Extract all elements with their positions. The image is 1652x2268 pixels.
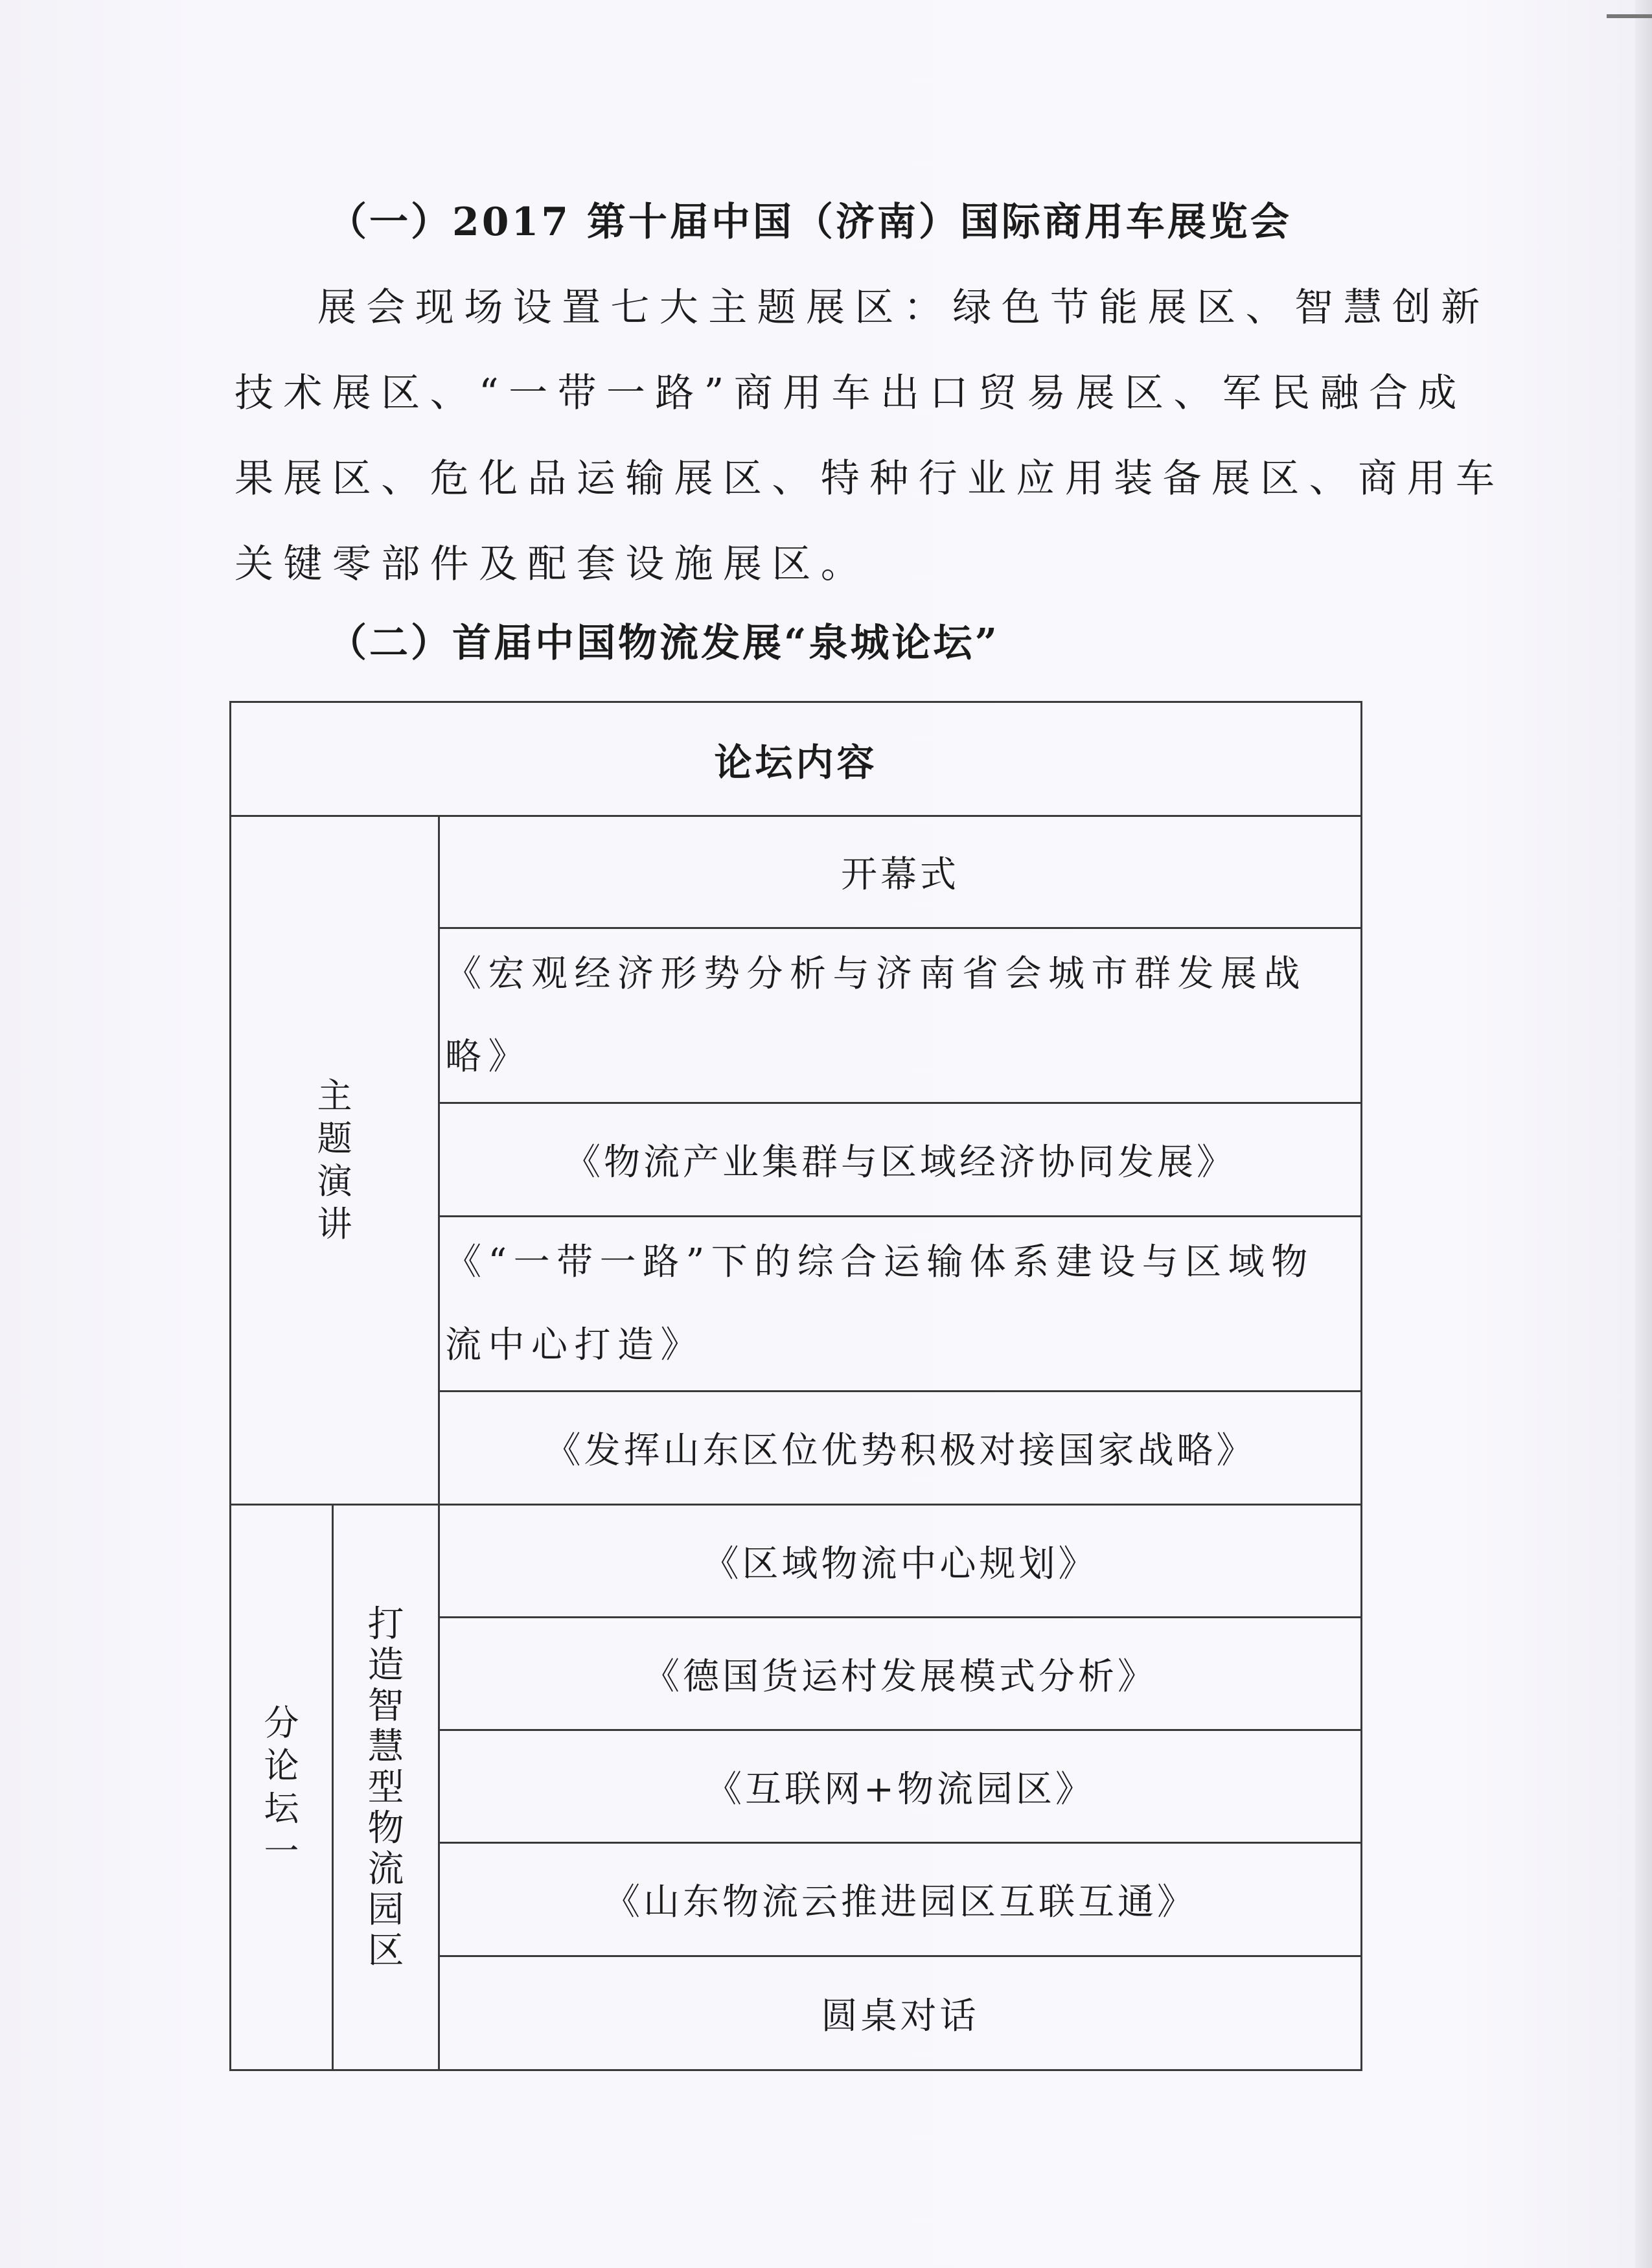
group2-sublabel-cell: [333, 1505, 439, 2070]
table-row: 《发挥山东区位优势积极对接国家战略》: [439, 1392, 1362, 1505]
table-row: 《互联网+物流园区》: [439, 1730, 1362, 1843]
section1-line-4: 关键零部件及配套设施展区。: [235, 542, 870, 587]
section1-line-3: 果展区、危化品运输展区、特种行业应用装备展区、商用车: [235, 456, 1505, 501]
section1-heading: （一）2017 第十届中国（济南）国际商用车展览会: [328, 200, 1292, 245]
table-header: 论坛内容: [231, 702, 1362, 816]
group2-label: 分 论 坛 一: [264, 1702, 299, 1872]
scan-edge-mark: [1607, 14, 1652, 18]
table-row: 《山东物流云推进园区互联互通》: [439, 1843, 1362, 1956]
group1-label-cell: [231, 816, 439, 1505]
table-row: 《德国货运村发展模式分析》: [439, 1618, 1362, 1730]
section2-heading: （二）首届中国物流发展“泉城论坛”: [328, 621, 1000, 666]
section1-line-1: 展会现场设置七大主题展区：绿色节能展区、智慧创新: [317, 285, 1490, 330]
table-row: 《区域物流中心规划》: [439, 1505, 1362, 1618]
table-row: 圆桌对话: [439, 1956, 1362, 2070]
page-edge-shadow: [1635, 0, 1652, 2268]
group2-label-cell: [231, 1505, 333, 2070]
section1-line-2: 技术展区、“一带一路”商用车出口贸易展区、军民融合成: [235, 371, 1467, 416]
table-row: 《物流产业集群与区域经济协同发展》: [439, 1103, 1362, 1217]
group1-label: 主 题 演 讲: [317, 1075, 352, 1244]
table-row: 《“一带一路”下的综合运输体系建设与区域物 流中心打造》: [439, 1217, 1362, 1392]
group2-sublabel: 打 造 智 慧 型 物 流 园 区: [367, 1603, 404, 1972]
table-row: 开幕式: [439, 816, 1362, 928]
table-row: 《宏观经济形势分析与济南省会城市群发展战 略》: [439, 928, 1362, 1103]
forum-table: [229, 701, 1362, 2071]
